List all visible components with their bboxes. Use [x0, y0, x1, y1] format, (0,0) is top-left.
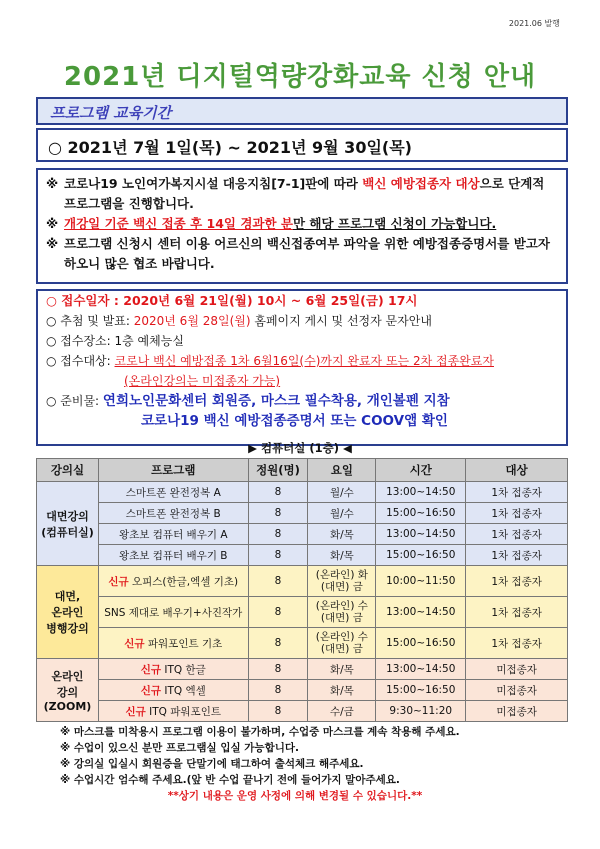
program-period-label: 프로그램 교육기간 — [50, 104, 172, 122]
room-label: ▶ 컴퓨터실 (1층) ◀ — [248, 441, 352, 455]
table-header-row: 강의실 프로그램 정원(명) 요일 시간 대상 — [37, 459, 568, 482]
announcement: ○ 추첨 및 발표: 2020년 6월 28일(월) 홈페이지 게시 및 선정자 문자안내 — [46, 314, 432, 328]
table-row: 왕초보 컴퓨터 배우기 A 8 화/목 13:00~14:50 1차 접종자 — [37, 524, 568, 545]
registration-box — [36, 289, 568, 446]
table-row: 대면, 온라인 병행강의 신규 오피스(한글,엑셀 기초) 8 (온라인) 화 (대면) 금 10:00~11:50 1차 접종자 — [37, 566, 568, 597]
footer-note: ※ 수업이 있으신 분만 프로그램실 입실 가능합니다. — [60, 742, 299, 754]
schedule-table — [36, 458, 568, 722]
notice-1: ※ 코로나19 노인여가복지시설 대응지침[7-1]판에 따라 백신 예방접종자 대상으로 단계적 프로그램을 진행합니다. — [46, 176, 545, 211]
page-title: 2021년 디지털역량강화교육 신청 안내 — [63, 62, 537, 92]
registration-target-note: (온라인강의는 미접종자 가능) — [124, 374, 281, 388]
footer-note: ※ 수업시간 엄수해 주세요.(앞 반 수업 끝나기 전에 들어가지 말아주세요. — [60, 774, 400, 786]
category-hybrid: 대면, 온라인 병행강의 — [37, 566, 99, 659]
category-online: 온라인 강의 (ZOOM) — [37, 659, 99, 722]
table-row: 대면강의 (컴퓨터실) 스마트폰 완전정복 A 8 월/수 13:00~14:50 1차 접종자 — [37, 482, 568, 503]
footer-note: ※ 마스크를 미착용시 프로그램 이용이 불가하며, 수업중 마스크를 계속 착용해 주세요. — [60, 726, 460, 738]
registration-place: ○ 접수장소: 1층 예체능실 — [46, 334, 184, 348]
table-row: 신규 ITQ 파워포인트 8 수/금 9:30~11:20 미접종자 — [37, 701, 568, 722]
notice-box — [36, 168, 568, 284]
program-period-header — [36, 97, 568, 125]
table-row: 스마트폰 완전정복 B 8 월/수 15:00~16:50 1차 접종자 — [37, 503, 568, 524]
table-row: SNS 제대로 배우기+사진작가 8 (온라인) 수 (대면) 금 13:00~14:50 1차 접종자 — [37, 597, 568, 628]
footer-disclaimer: **상기 내용은 운영 사정에 의해 변경될 수 있습니다.** — [167, 790, 423, 802]
registration-period: ○ 접수일자 : 2020년 6월 21일(월) 10시 ~ 6월 25일(금) 17시 — [46, 293, 418, 308]
issue-date: 2021.06 발행 — [508, 19, 560, 28]
notice-3: ※ 프로그램 신청시 센터 이용 어르신의 백신접종여부 파악을 위한 예방접종증명서를 받고자 하오니 많은 협조 바랍니다. — [46, 236, 550, 271]
preparation-2: 코로나19 백신 예방접종증명서 또는 COOV앱 확인 — [141, 413, 448, 429]
table-row: 왕초보 컴퓨터 배우기 B 8 화/목 15:00~16:50 1차 접종자 — [37, 545, 568, 566]
footer-notes — [60, 724, 580, 804]
table-row: 온라인 강의 (ZOOM) 신규 ITQ 한글 8 화/목 13:00~14:50 미접종자 — [37, 659, 568, 680]
period-text: ○ 2021년 7월 1일(목) ~ 2021년 9월 30일(목) — [48, 138, 412, 157]
notice-2: ※ 개강일 기준 백신 접종 후 14일 경과한 분만 해당 프로그램 신청이 가능합니다. — [46, 216, 497, 231]
category-in-person: 대면강의 (컴퓨터실) — [37, 482, 99, 566]
period-box — [36, 128, 568, 162]
table-row: 신규 파워포인트 기초 8 (온라인) 수 (대면) 금 15:00~16:50 1차 접종자 — [37, 628, 568, 659]
table-row: 신규 ITQ 엑셀 8 화/목 15:00~16:50 미접종자 — [37, 680, 568, 701]
footer-note: ※ 강의실 입실시 회원증을 단말기에 태그하여 출석체크 해주세요. — [60, 758, 364, 770]
preparation: ○ 준비물: 연희노인문화센터 회원증, 마스크 필수착용, 개인볼펜 지참 — [46, 393, 450, 409]
registration-target: ○ 접수대상: 코로나 백신 예방접종 1차 6월16일(수)까지 완료자 또는 2차 접종완료자 — [46, 354, 494, 368]
